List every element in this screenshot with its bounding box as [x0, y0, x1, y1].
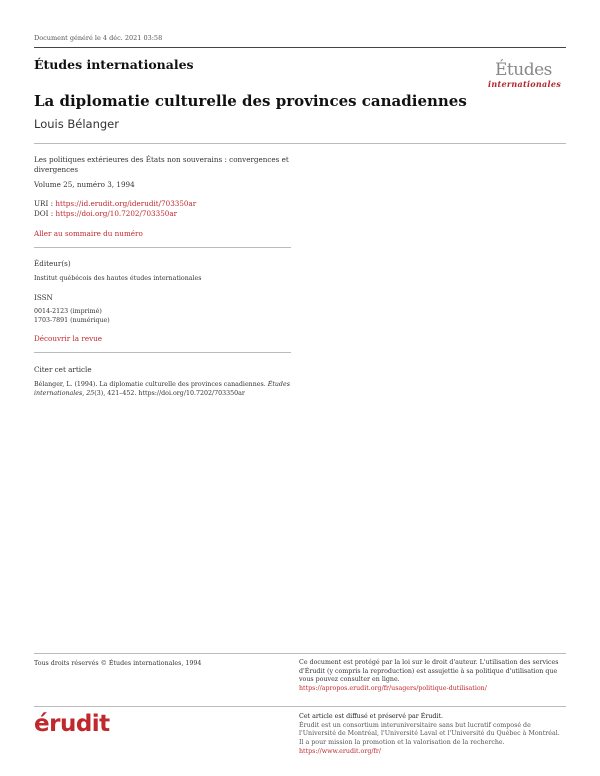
header-divider: [34, 143, 566, 144]
divider: [34, 352, 291, 353]
doi-label: DOI :: [34, 209, 56, 218]
copyright-text: Ce document est protégé par la loi sur le droit d'auteur. L'utilisation des services d'Érudit (y compris la reproduction) est assujettie à sa politique d'utilisation que vous pouvez consulter en ligne.: [299, 659, 559, 684]
citation-start: Bélanger, L. (1994). La diplomatie culturelle des provinces canadiennes.: [34, 381, 268, 388]
citation-text: [34, 380, 294, 398]
copyright-notice: [299, 659, 566, 694]
issn-print: 0014-2123 (imprimé): [34, 308, 102, 315]
erudit-notice: [299, 713, 566, 757]
article-title: La diplomatie culturelle des provinces canadiennes: [34, 92, 467, 110]
erudit-link[interactable]: https://www.erudit.org/fr/: [299, 747, 381, 755]
publisher-name: Institut québécois des hautes études internationales: [34, 275, 202, 282]
uri-label: URI :: [34, 199, 56, 208]
citation-label: Citer cet article: [34, 365, 92, 374]
issue-title: Les politiques extérieures des États non souverains : convergences et divergences: [34, 155, 289, 174]
journal-logo: [488, 60, 566, 92]
article-author: Louis Bélanger: [34, 117, 119, 131]
preserved-text: Érudit est un consortium interuniversitaire sans but lucratif composé de l'Université de Montréal, l'Université Laval et l'Université du Québec à Montréal. Il a pour mission la promotion et la valorisation de la recherche.: [299, 721, 560, 747]
generated-date: Document généré le 4 déc. 2021 03:58: [34, 34, 163, 42]
journal-name: Études internationales: [34, 57, 194, 72]
footer-divider-2: [34, 706, 566, 707]
erudit-logo: érudit: [34, 711, 110, 737]
issn-digital: 1703-7891 (numérique): [34, 317, 110, 324]
divider: [34, 247, 291, 248]
doi-link[interactable]: https://doi.org/10.7202/703350ar: [55, 209, 178, 218]
citation-volume: , 25: [82, 390, 95, 397]
rights-statement: Tous droits réservés © Études internationales, 1994: [34, 660, 202, 667]
preserved-title: Cet article est diffusé et préservé par Érudit.: [299, 713, 443, 720]
citation-journal: Études internationales: [34, 381, 290, 397]
uri-link[interactable]: https://id.erudit.org/iderudit/703350ar: [55, 199, 197, 208]
logo-line2: internationales: [488, 79, 562, 89]
issn-label: ISSN: [34, 293, 53, 302]
logo-line1: Études: [495, 60, 552, 80]
toc-link[interactable]: Aller au sommaire du numéro: [34, 229, 143, 238]
footer-divider: [34, 653, 566, 654]
citation-end: (3), 421–452. https://doi.org/10.7202/703350ar: [94, 390, 245, 397]
volume-info: Volume 25, numéro 3, 1994: [34, 180, 135, 189]
discover-journal-link[interactable]: Découvrir la revue: [34, 334, 103, 343]
policy-link[interactable]: https://apropos.erudit.org/fr/usagers/politique-dutilisation/: [299, 685, 487, 693]
publisher-label: Éditeur(s): [34, 259, 71, 268]
identifiers: [34, 199, 196, 219]
top-divider: [34, 47, 566, 48]
